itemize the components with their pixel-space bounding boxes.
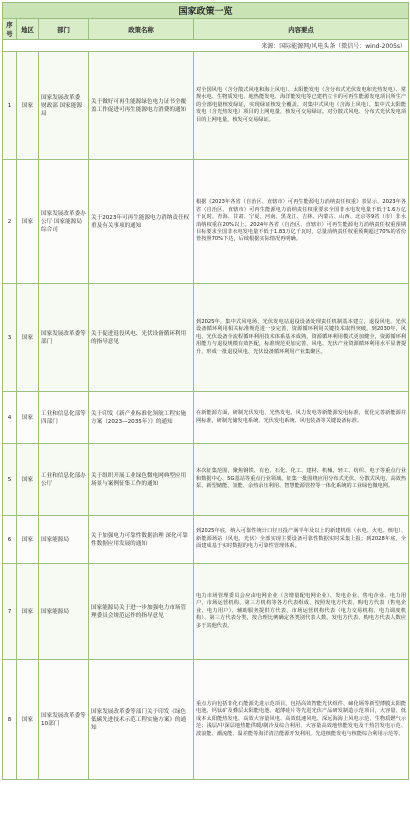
row-region: 国家 bbox=[17, 392, 39, 444]
row-content: 到2025年，集中式风电场、光伏发电站退役设备处理责任机制基本建立，退役风电、光伏设备循环利用相关标准规范进一步完善，资源循环利用关键技术取得突破。到2030年，风电、光伏设备全流程循环利用技术体系基本成熟，资源循环利用模式更加健全，资源循环利用能力与退役规模有效匹配，标准规范更加完善，风电、光伏产业资源循环利用水平显著提升，形成一批退役风电、光伏设备循环利用产业集聚区。 bbox=[194, 284, 409, 392]
table-row bbox=[3, 444, 409, 516]
header-dept: 部门 bbox=[39, 19, 89, 40]
row-region: 国家 bbox=[17, 516, 39, 564]
row-policy-name: 关于2023年可再生能源电力消纳责任权重及有关事项的通知 bbox=[89, 160, 194, 284]
row-number: 4 bbox=[3, 392, 17, 444]
table-row bbox=[3, 660, 409, 780]
header-policy: 政策名称 bbox=[89, 19, 194, 40]
row-content: 到2025年底，纳入可靠性统计口径且投产满半年及以上的新建机组（水电、火电、核电）、新能源场站（风电、光伏）全部实现主要设备可靠性数据实时采集上报；到2028年底，全面建成基于实时数据的电力可靠性管理体系。 bbox=[194, 516, 409, 564]
row-policy-name: 国家能源局关于进一步加强电力市场管理委员会规范运作的指导意见 bbox=[89, 564, 194, 660]
row-department: 国家发展改革委等10部门 bbox=[39, 660, 89, 780]
source-note: 来源：国际能源网/风电头条（微信号：wind-2005s） bbox=[3, 40, 409, 52]
policy-table-wrapper bbox=[2, 2, 408, 780]
table-row bbox=[3, 392, 409, 444]
row-content: 本次征集范围，聚焦钢铁、有色、石化、化工、建材、机械、轻工、纺织、电子等重点行业和数据中心、5G基站等重点行业领域，征集一批围绕应用分布式光伏、分散式风电、高效热泵、新型储能、氢能、余热余压利用、智慧能源管控等一体化系统的工业绿色微电网。 bbox=[194, 444, 409, 516]
row-number: 5 bbox=[3, 444, 17, 516]
row-department: 国家能源局 bbox=[39, 564, 89, 660]
row-policy-name: 关于促进退役风电、光伏设备循环利用的指导意见 bbox=[89, 284, 194, 392]
row-region: 国家 bbox=[17, 52, 39, 160]
row-content: 电力市场管理委员会应由电网企业（含增量配电网企业）、发电企业、售电企业、电力用户、市场运营机构、第三方机构等各方代表组成，按照发电方代表、购电方代表（售电企业、电力用户）、辅助服务提供方代表、市场运营机构代表（电力交易机构、电力调度机构）、第三方代表分类，按合理比例确定各类别代表人数。发电方代表、购电方代表人数应多于其他代表。 bbox=[194, 564, 409, 660]
row-region: 国家 bbox=[17, 564, 39, 660]
table-row bbox=[3, 516, 409, 564]
row-department: 工业和信息化部办公厅 bbox=[39, 444, 89, 516]
table-row bbox=[3, 564, 409, 660]
row-number: 3 bbox=[3, 284, 17, 392]
row-department: 国家能源局 bbox=[39, 516, 89, 564]
row-policy-name: 关于印发《新产业标准化领航工程实施方案（2023—2035年）》的通知 bbox=[89, 392, 194, 444]
row-department: 国家发展改革委等部门 bbox=[39, 284, 89, 392]
row-policy-name: 关于组织开展工业绿色微电网典型应用场景与案例征集工作的通知 bbox=[89, 444, 194, 516]
row-department: 工业和信息化部等四部门 bbox=[39, 392, 89, 444]
table-row bbox=[3, 52, 409, 160]
row-region: 国家 bbox=[17, 284, 39, 392]
table-row bbox=[3, 284, 409, 392]
header-row bbox=[3, 19, 409, 40]
row-number: 2 bbox=[3, 160, 17, 284]
row-number: 8 bbox=[3, 660, 17, 780]
row-policy-name: 关于加强电力可靠性数据治理 深化可靠性数据应用发展的通知 bbox=[89, 516, 194, 564]
row-number: 6 bbox=[3, 516, 17, 564]
header-no: 序号 bbox=[3, 19, 17, 40]
table-title: 国家政策一览 bbox=[3, 3, 409, 19]
row-region: 国家 bbox=[17, 160, 39, 284]
row-region: 国家 bbox=[17, 444, 39, 516]
row-policy-name: 关于做好可再生能源绿色电力证书全覆盖工作促进可再生能源电力消费的通知 bbox=[89, 52, 194, 160]
policy-table bbox=[2, 2, 409, 780]
header-content: 内容要点 bbox=[194, 19, 409, 40]
row-content: 重点方向包括非化石能源先进示范项目，包括高效智能光伏组件、碲化镉等新型薄膜太阳能电池、钙钛矿及叠层太阳能电池、超薄硅片等先进光伏产品研发制造示范项目，大容量、低成本太阳能热发电、高效大容量风电、高效低速风电、深远海海上风电示范、生物质燃气示范；浅层/中深层地热能供暖/制冷及综合利用、大容量高效地热能发电及干热岩发电示范、波浪能、潮流能、温差能等海洋清洁能源开发利用，先进核能发电与核能综合利用示范等。 bbox=[194, 660, 409, 780]
row-policy-name: 国家发展改革委等部门关于印发《绿色低碳先进技术示范工程实施方案》的通知 bbox=[89, 660, 194, 780]
row-content: 根据《2023年各省（自治区、直辖市）可再生能源电力消纳责任权重》表显示，2023年各省（自治区、直辖市）可再生能源电力消纳责任权重要求全国非水电发电量不低于1.6万亿千瓦时。青海、甘肃、宁夏、河南、黑龙江、吉林、内蒙古、山西、北京等9省（市）非水消纳权重在20%以上。2024年各省（自治区、直辖市）可再生能源电力消纳责任权重预期目标要求全国非水电发电量不低于1.83万亿千瓦时，总量消纳责任权重预期超过70%的省份皆按照70%下达，后续根据实际情况再明确。 bbox=[194, 160, 409, 284]
row-number: 1 bbox=[3, 52, 17, 160]
row-department: 国家发展改革委办公厅 国家能源局综合司 bbox=[39, 160, 89, 284]
header-region: 地区 bbox=[17, 19, 39, 40]
row-region: 国家 bbox=[17, 660, 39, 780]
row-content: 在新能源方面，研制光伏发电、光热发电、风力发电等新能源发电标准，优化完善新能源并网标准，研制光储发电系统、光伏发电系统、风电装备等关键设备标准。 bbox=[194, 392, 409, 444]
row-department: 国家发展改革委 财政部 国家能源局 bbox=[39, 52, 89, 160]
row-content: 对全国风电（含分散式风电和海上风电）、太阳能发电（含分布式光伏发电和光热发电）、常规水电、生物质发电、地热能发电、海洋能发电等已建档立卡的可再生能源发电项目所生产的全部电量核发绿证，实现绿证核发全覆盖。对集中式风电（含海上风电）、集中式太阳能发电（含光热发电）项目的上网电量，核发可交易绿证。对分散式风电、分布式光伏发电项目的上网电量，核发可交易绿证。 bbox=[194, 52, 409, 160]
table-row bbox=[3, 160, 409, 284]
row-number: 7 bbox=[3, 564, 17, 660]
